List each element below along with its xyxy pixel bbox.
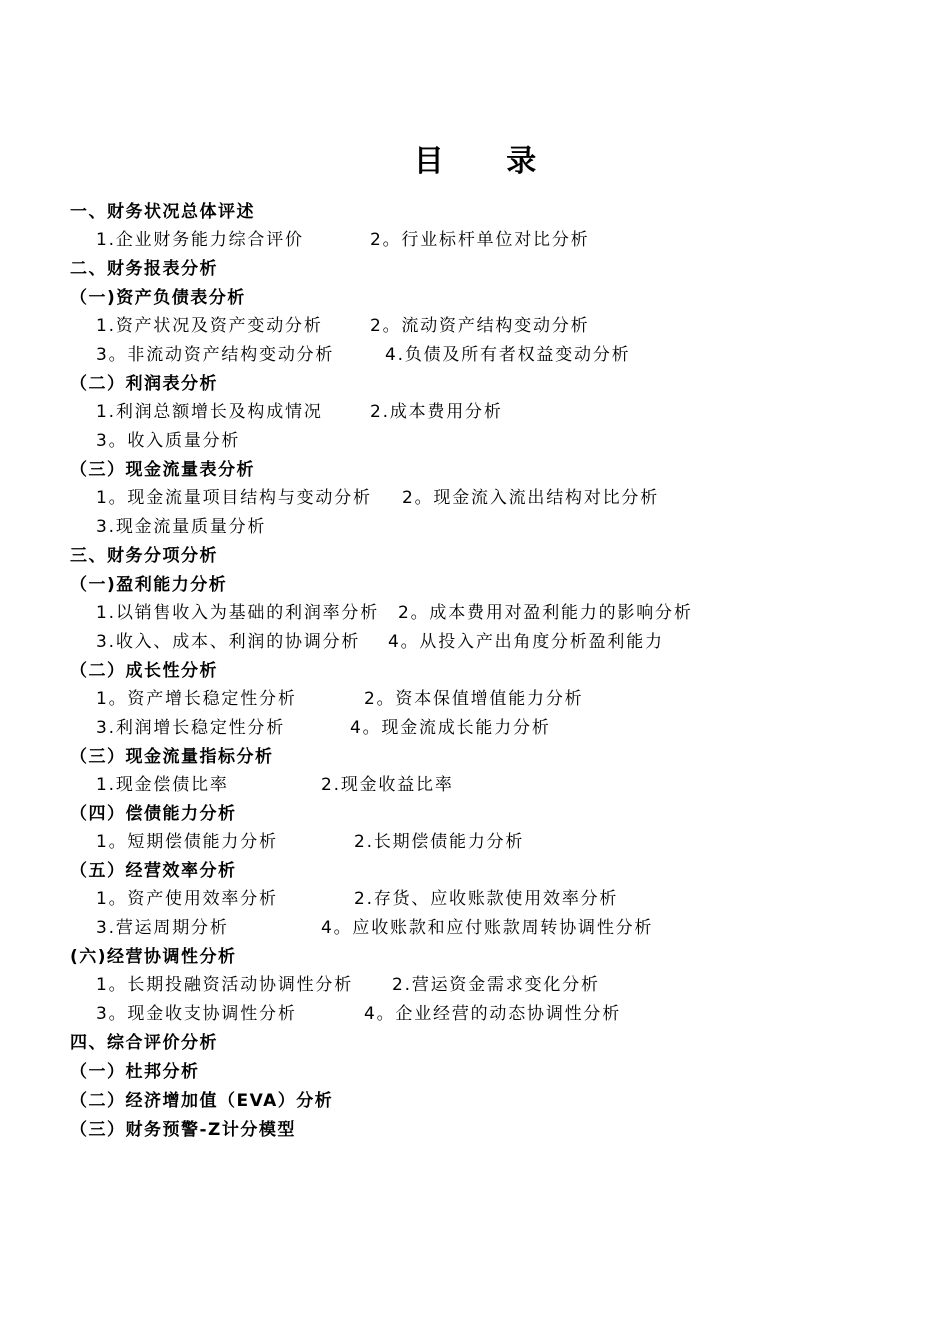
- subsection-heading: （一)资产负债表分析: [70, 288, 246, 308]
- toc-entry: 2。流动资产结构变动分析: [370, 316, 590, 336]
- toc-entry: 1。资产使用效率分析: [96, 889, 278, 909]
- subsection-heading: （三）现金流量指标分析: [70, 747, 274, 767]
- toc-entry: 1。现金流量项目结构与变动分析: [96, 488, 372, 508]
- toc-entry: 3。现金收支协调性分析: [96, 1004, 297, 1024]
- toc-entry: 2。行业标杆单位对比分析: [370, 230, 590, 250]
- toc-entry: 1.资产状况及资产变动分析: [96, 316, 323, 336]
- toc-entry: 1.企业财务能力综合评价: [96, 230, 304, 250]
- subsection-heading: （一）杜邦分析: [70, 1062, 200, 1082]
- section-heading-1: 一、财务状况总体评述: [70, 202, 255, 222]
- toc-entry: 1。资产增长稳定性分析: [96, 689, 297, 709]
- subsection-heading: （二）利润表分析: [70, 374, 218, 394]
- toc-row: [96, 398, 503, 426]
- toc-entry: 3。收入质量分析: [96, 431, 241, 451]
- toc-row: [96, 427, 240, 455]
- toc-entry: 3.收入、成本、利润的协调分析: [96, 632, 361, 652]
- toc-entry: 1。长期投融资活动协调性分析: [96, 975, 354, 995]
- toc-entry: 2.存货、应收账款使用效率分析: [354, 889, 619, 909]
- toc-row: [96, 312, 590, 340]
- subsection-heading: （二）成长性分析: [70, 661, 218, 681]
- toc-entry: 4。应收账款和应付账款周转协调性分析: [321, 918, 654, 938]
- toc-row: [96, 628, 664, 656]
- subsection-heading: （五）经营效率分析: [70, 861, 237, 881]
- subsection-heading: （二）经济增加值（EVA）分析: [70, 1091, 334, 1111]
- subsection-heading: (六)经营协调性分析: [70, 947, 237, 967]
- toc-row: [96, 885, 619, 913]
- subsection-heading: （四）偿债能力分析: [70, 804, 237, 824]
- page-title: 目 录: [413, 144, 563, 179]
- section-heading-3: 三、财务分项分析: [70, 546, 218, 566]
- toc-row: [96, 484, 660, 512]
- section-heading-4: 四、综合评价分析: [70, 1033, 218, 1053]
- toc-entry: 1.现金偿债比率: [96, 775, 229, 795]
- toc-entry: 1。短期偿债能力分析: [96, 832, 278, 852]
- toc-row: [96, 1000, 622, 1028]
- toc-entry: 4。企业经营的动态协调性分析: [364, 1004, 622, 1024]
- toc-entry: 2.成本费用分析: [370, 402, 503, 422]
- toc-row: [96, 685, 584, 713]
- toc-entry: 2.长期偿债能力分析: [354, 832, 525, 852]
- toc-row: [96, 513, 266, 541]
- toc-entry: 3。非流动资产结构变动分析: [96, 345, 335, 365]
- toc-entry: 2.营运资金需求变化分析: [392, 975, 600, 995]
- toc-entry: 4。现金流成长能力分析: [350, 718, 551, 738]
- toc-row: [96, 226, 590, 254]
- section-heading-2: 二、财务报表分析: [70, 259, 218, 279]
- toc-entry: 3.现金流量质量分析: [96, 517, 267, 537]
- toc-entry: 2。资本保值增值能力分析: [364, 689, 584, 709]
- toc-row: [96, 828, 525, 856]
- subsection-heading: （三）现金流量表分析: [70, 460, 255, 480]
- toc-entry: 2。成本费用对盈利能力的影响分析: [398, 603, 693, 623]
- toc-row: [96, 341, 631, 369]
- toc-row: [96, 714, 551, 742]
- toc-entry: 4。从投入产出角度分析盈利能力: [388, 632, 664, 652]
- toc-entry: 4.负债及所有者权益变动分析: [385, 345, 631, 365]
- toc-entry: 1.以销售收入为基础的利润率分析: [96, 603, 380, 623]
- toc-row: [96, 914, 654, 942]
- toc-entry: 1.利润总额增长及构成情况: [96, 402, 323, 422]
- toc-row: [96, 599, 693, 627]
- toc-entry: 3.营运周期分析: [96, 918, 229, 938]
- subsection-heading: （一)盈利能力分析: [70, 575, 228, 595]
- toc-entry: 3.利润增长稳定性分析: [96, 718, 286, 738]
- toc-row: [96, 771, 454, 799]
- toc-entry: 2.现金收益比率: [321, 775, 454, 795]
- toc-row: [96, 971, 600, 999]
- subsection-heading: （三）财务预警-Z计分模型: [70, 1120, 296, 1140]
- toc-entry: 2。现金流入流出结构对比分析: [402, 488, 660, 508]
